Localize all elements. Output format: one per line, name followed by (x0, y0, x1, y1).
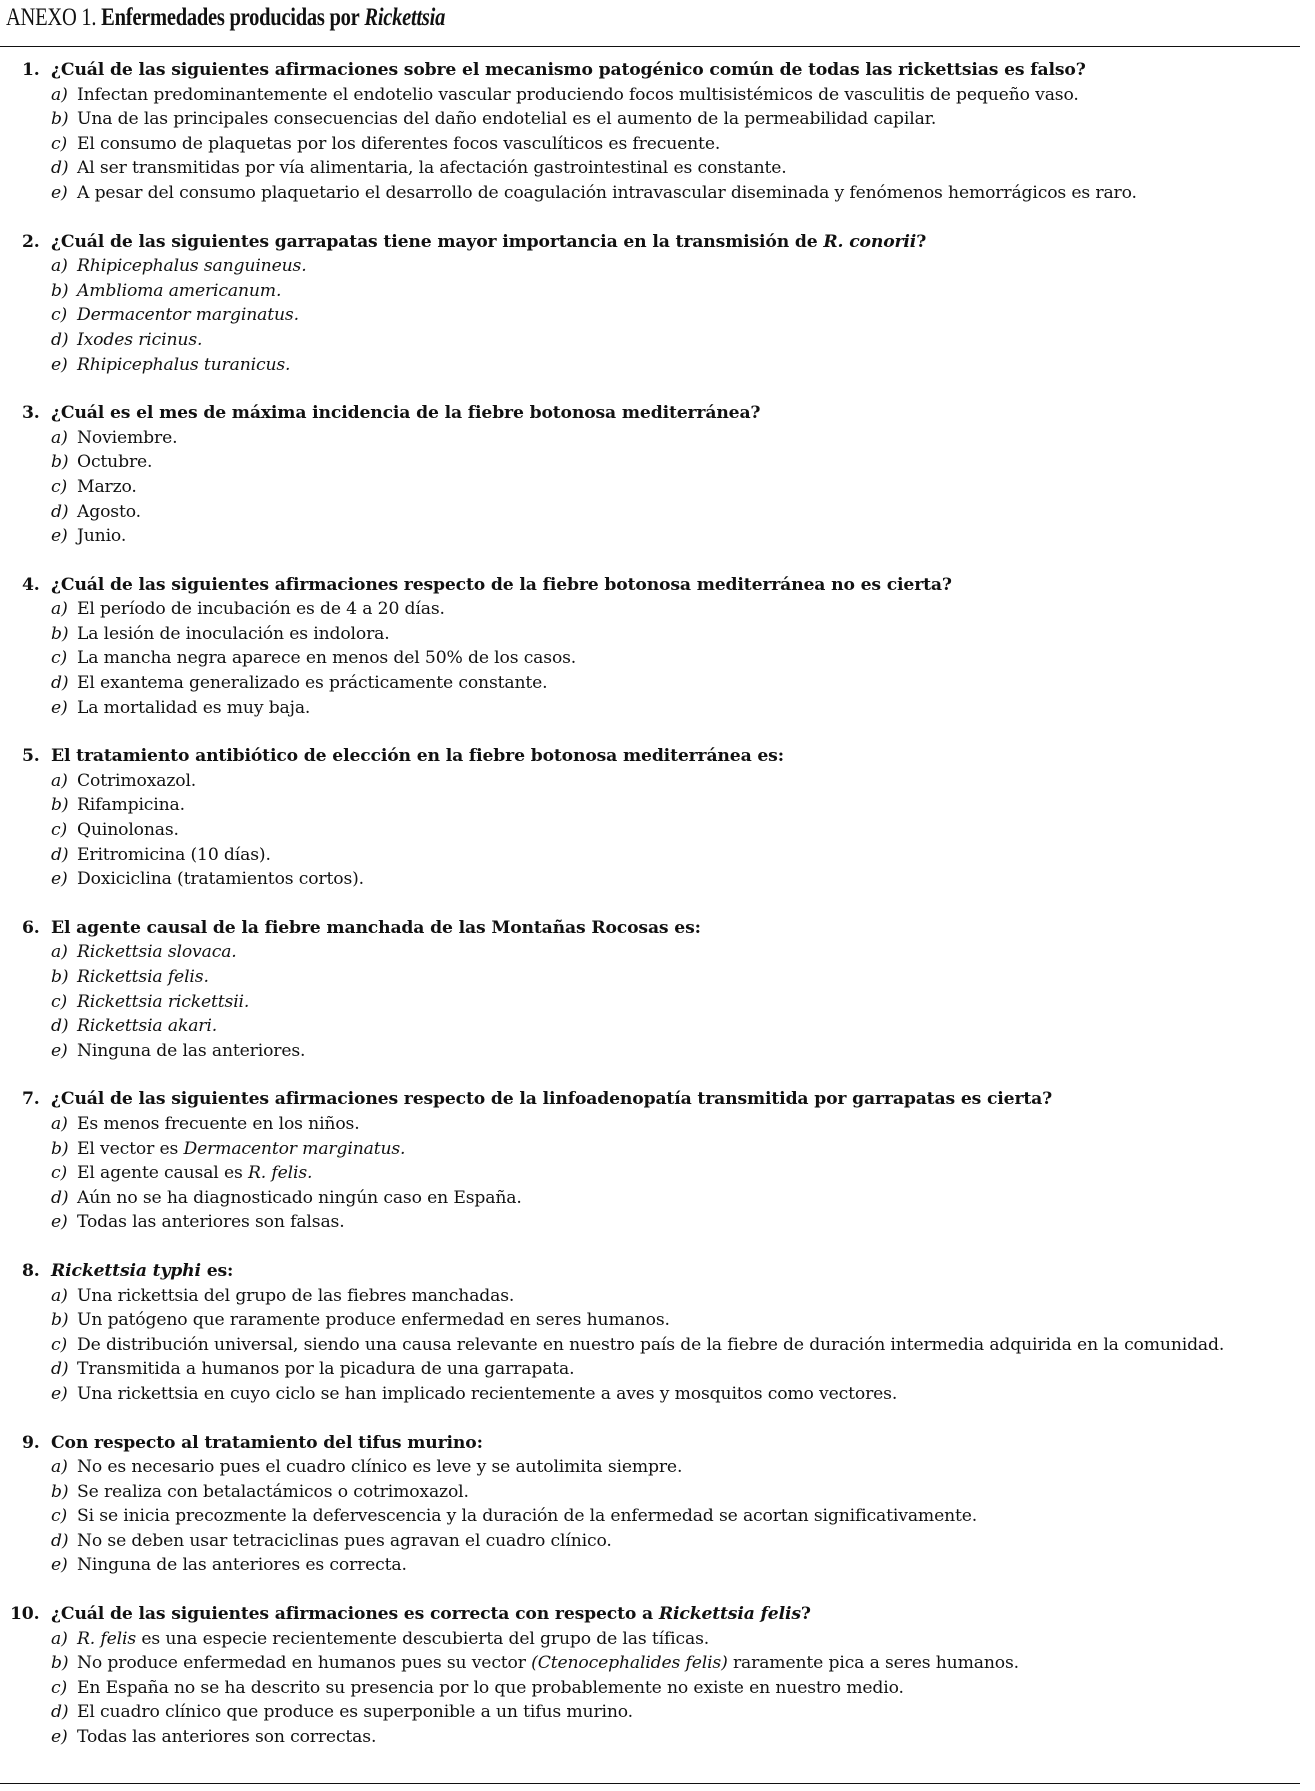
answer-option (0, 1186, 1300, 1211)
option-letter: a) (51, 427, 68, 448)
answer-option (0, 867, 1300, 892)
question-text (0, 58, 1300, 83)
italic-text: Rhipicephalus sanguineus. (77, 256, 307, 277)
question-text (0, 1259, 1300, 1284)
italic-text: Rickettsia typhi (51, 1260, 201, 1281)
answer-option (0, 1333, 1257, 1358)
page-title (6, 4, 445, 32)
answer-option (0, 671, 1300, 696)
option-letter: b) (51, 280, 69, 301)
answer-option (0, 622, 1300, 647)
question-text (0, 401, 1300, 426)
text-segment: ¿Cuál de las siguientes garrapatas tiene mayor importancia en la transmisión de (51, 231, 824, 252)
text-segment: Octubre. (77, 452, 153, 473)
title-text: Enfermedades producidas por (101, 4, 360, 31)
answer-option (0, 1161, 1300, 1186)
text-segment: ¿Cuál de las siguientes afirmaciones respecto de la fiebre botonosa mediterránea no es cierta? (51, 574, 952, 595)
question-text (0, 1431, 1300, 1456)
question-number: 4. (22, 574, 40, 595)
option-letter: d) (51, 158, 69, 179)
answer-option (0, 1210, 1300, 1235)
answer-option (0, 181, 1300, 206)
answer-option (0, 156, 1300, 181)
answer-option (0, 769, 1300, 794)
italic-text: Rickettsia felis (658, 1604, 801, 1625)
option-letter: b) (51, 967, 69, 987)
text-segment: A pesar del consumo plaquetario el desarrollo de coagulación intravascular diseminada y fenómenos hemorrágicos es raro. (77, 182, 1137, 203)
option-letter: d) (51, 1702, 69, 1723)
text-segment: Con respecto al tratamiento del tifus murino: (51, 1432, 483, 1453)
annex-label: ANEXO 1. (6, 4, 97, 31)
answer-option (0, 450, 1300, 475)
italic-text: R. conorii (823, 231, 917, 252)
question-number: 9. (22, 1432, 40, 1453)
answer-option (0, 303, 1300, 328)
question-6 (0, 916, 1300, 1064)
answer-option (0, 107, 1300, 132)
question-text (0, 230, 1300, 255)
option-letter: b) (51, 109, 69, 130)
option-letter: c) (51, 1163, 68, 1184)
option-letter: a) (51, 256, 68, 277)
text-segment: Transmitida a humanos por la picadura de una garrapata. (77, 1359, 575, 1380)
answer-option (0, 426, 1300, 451)
option-letter: c) (51, 820, 68, 841)
text-segment: Todas las anteriores son correctas. (77, 1727, 377, 1748)
option-letter: d) (51, 501, 69, 522)
option-letter: e) (51, 697, 68, 718)
answer-option (0, 1676, 1300, 1701)
question-9 (0, 1431, 1300, 1579)
text-segment: Aún no se ha diagnosticado ningún caso en España. (77, 1187, 522, 1208)
option-letter: c) (51, 476, 68, 497)
answer-option (0, 1651, 1300, 1676)
question-3 (0, 401, 1300, 549)
option-letter: d) (51, 329, 69, 350)
bottom-divider (0, 1783, 1300, 1784)
answer-option (0, 353, 1300, 378)
text-segment: Marzo. (77, 476, 137, 497)
question-number: 1. (22, 60, 40, 80)
answer-option (0, 1529, 1300, 1554)
option-letter: c) (51, 648, 68, 669)
italic-text: Dermacentor marginatus. (77, 305, 299, 326)
text-segment: ? (916, 231, 927, 252)
option-letter: b) (51, 623, 69, 644)
text-segment: Un patógeno que raramente produce enfermedad en seres humanos. (77, 1310, 670, 1331)
question-number: 2. (22, 231, 40, 252)
question-text (0, 1087, 1300, 1112)
italic-text: Amblioma americanum. (77, 280, 282, 301)
option-letter: b) (51, 1138, 69, 1159)
text-segment: No produce enfermedad en humanos pues su vector (77, 1653, 532, 1674)
option-letter: c) (51, 991, 68, 1012)
question-7 (0, 1087, 1300, 1235)
question-text (0, 573, 1300, 598)
option-letter: b) (51, 1310, 69, 1331)
answer-option (0, 1553, 1300, 1578)
text-segment: ¿Cuál de las siguientes afirmaciones es correcta con respecto a (51, 1604, 659, 1625)
answer-option (0, 1382, 1300, 1407)
answer-option (0, 990, 1300, 1015)
text-segment: ¿Cuál de las siguientes afirmaciones sobre el mecanismo patogénico común de todas las rickettsias es falso? (51, 60, 1086, 80)
text-segment: El consumo de plaquetas por los diferentes focos vasculíticos es frecuente. (77, 133, 721, 154)
option-letter: c) (51, 305, 68, 326)
text-segment: Es menos frecuente en los niños. (77, 1113, 360, 1134)
option-letter: a) (51, 942, 68, 963)
italic-text: Rickettsia slovaca. (77, 942, 237, 963)
answer-option (0, 132, 1300, 157)
text-segment: La lesión de inoculación es indolora. (77, 623, 390, 644)
question-number: 6. (22, 917, 40, 938)
option-letter: c) (51, 133, 68, 154)
text-segment: Una de las principales consecuencias del daño endotelial es el aumento de la permeabilidad capilar. (77, 109, 937, 130)
text-segment: El vector es (77, 1138, 184, 1159)
question-text (0, 916, 1300, 941)
text-segment: Rifampicina. (77, 795, 185, 816)
option-letter: d) (51, 844, 69, 865)
text-segment: Quinolonas. (77, 820, 179, 841)
italic-text: Rickettsia felis. (77, 967, 209, 987)
question-1 (0, 58, 1300, 206)
option-letter: b) (51, 1653, 69, 1674)
option-letter: b) (51, 795, 69, 816)
text-segment: Se realiza con betalactámicos o cotrimoxazol. (77, 1481, 469, 1502)
answer-option (0, 1455, 1300, 1480)
answer-option (0, 965, 1300, 990)
question-4 (0, 573, 1300, 721)
question-list (0, 58, 1300, 1774)
text-segment: Agosto. (77, 501, 141, 522)
text-segment: Cotrimoxazol. (77, 770, 197, 791)
text-segment: Eritromicina (10 días). (77, 844, 271, 865)
option-letter: d) (51, 1187, 69, 1208)
text-segment: El agente causal es (77, 1163, 248, 1184)
question-2 (0, 230, 1300, 378)
answer-option (0, 597, 1300, 622)
option-letter: d) (51, 673, 69, 694)
text-segment: El agente causal de la fiebre manchada de las Montañas Rocosas es: (51, 917, 701, 938)
answer-option (0, 500, 1300, 525)
text-segment: Noviembre. (77, 427, 178, 448)
answer-option (0, 818, 1300, 843)
option-letter: e) (51, 1212, 68, 1233)
question-10 (0, 1602, 1300, 1750)
text-segment: es una especie recientemente descubierta del grupo de las tíficas. (136, 1628, 710, 1649)
answer-option (0, 279, 1300, 304)
italic-text: R. felis. (247, 1163, 313, 1184)
answer-option (0, 1308, 1300, 1333)
text-segment: Al ser transmitidas por vía alimentaria, la afectación gastrointestinal es constante. (77, 158, 787, 179)
question-number: 7. (22, 1089, 40, 1110)
italic-text: Ixodes ricinus. (77, 329, 203, 350)
option-letter: a) (51, 84, 68, 105)
text-segment: La mortalidad es muy baja. (77, 697, 311, 718)
text-segment: No se deben usar tetraciclinas pues agravan el cuadro clínico. (77, 1530, 612, 1551)
option-letter: a) (51, 770, 68, 791)
answer-option (0, 1725, 1300, 1750)
answer-option (0, 328, 1300, 353)
answer-option (0, 83, 1300, 108)
option-letter: e) (51, 1555, 68, 1576)
question-number: 10. (10, 1604, 40, 1625)
option-letter: e) (51, 354, 68, 375)
option-letter: e) (51, 1727, 68, 1748)
answer-option (0, 1039, 1300, 1064)
text-segment: es: (200, 1260, 234, 1281)
text-segment: Ninguna de las anteriores es correcta. (77, 1555, 407, 1576)
answer-option (0, 1700, 1300, 1725)
text-segment: ? (800, 1604, 811, 1625)
text-segment: De distribución universal, siendo una causa relevante en nuestro país de la fiebre de duración intermedia adquirida en la comunidad. (77, 1334, 1225, 1355)
option-letter: a) (51, 1628, 68, 1649)
option-letter: e) (51, 1383, 68, 1404)
option-letter: d) (51, 1359, 69, 1380)
answer-option (0, 1480, 1300, 1505)
answer-option (0, 475, 1300, 500)
text-segment: En España no se ha descrito su presencia por lo que probablemente no existe en nuestro medio. (77, 1677, 904, 1698)
question-text (0, 744, 1300, 769)
option-letter: b) (51, 452, 69, 473)
answer-option (0, 1284, 1300, 1309)
text-segment: Si se inicia precozmente la defervescencia y la duración de la enfermedad se acortan significativamente. (77, 1506, 978, 1527)
option-letter: c) (51, 1334, 68, 1355)
text-segment: No es necesario pues el cuadro clínico es leve y se autolimita siempre. (77, 1457, 683, 1478)
text-segment: El tratamiento antibiótico de elección en la fiebre botonosa mediterránea es: (51, 746, 784, 767)
text-segment: Ninguna de las anteriores. (77, 1040, 306, 1061)
text-segment: Una rickettsia en cuyo ciclo se han implicado recientemente a aves y mosquitos como vectores. (77, 1383, 898, 1404)
text-segment: raramente pica a seres humanos. (727, 1653, 1019, 1674)
answer-option (0, 646, 1300, 671)
option-letter: e) (51, 869, 68, 890)
option-letter: e) (51, 526, 68, 547)
answer-option (0, 254, 1300, 279)
answer-option (0, 1627, 1300, 1652)
italic-text: R. felis (77, 1628, 137, 1649)
option-letter: c) (51, 1506, 68, 1527)
italic-text: Dermacentor marginatus. (183, 1138, 406, 1159)
option-letter: c) (51, 1677, 68, 1698)
italic-text: Rickettsia akari. (77, 1016, 218, 1037)
text-segment: La mancha negra aparece en menos del 50% de los casos. (77, 648, 577, 669)
answer-option (0, 524, 1300, 549)
option-letter: a) (51, 1285, 68, 1306)
question-5 (0, 744, 1300, 892)
answer-option (0, 696, 1300, 721)
option-letter: a) (51, 599, 68, 620)
answer-option (0, 843, 1300, 868)
question-number: 3. (22, 403, 40, 424)
option-letter: d) (51, 1530, 69, 1551)
answer-option (0, 940, 1300, 965)
question-text (0, 1602, 1300, 1627)
italic-text: Rhipicephalus turanicus. (77, 354, 291, 375)
question-8 (0, 1259, 1300, 1407)
title-italic: Rickettsia (364, 4, 446, 31)
option-letter: a) (51, 1113, 68, 1134)
answer-option (0, 1112, 1300, 1137)
text-segment: ¿Cuál es el mes de máxima incidencia de la fiebre botonosa mediterránea? (51, 403, 761, 424)
option-letter: e) (51, 182, 68, 203)
text-segment: El cuadro clínico que produce es superponible a un tifus murino. (77, 1702, 633, 1723)
question-number: 5. (22, 746, 40, 767)
italic-text: (Ctenocephalides felis) (531, 1653, 728, 1674)
option-letter: a) (51, 1457, 68, 1478)
top-divider (0, 46, 1300, 47)
answer-option (0, 1137, 1300, 1162)
text-segment: ¿Cuál de las siguientes afirmaciones respecto de la linfoadenopatía transmitida por garrapatas es cierta? (51, 1089, 1053, 1110)
answer-option (0, 1014, 1300, 1039)
text-segment: Una rickettsia del grupo de las fiebres manchadas. (77, 1285, 515, 1306)
text-segment: El período de incubación es de 4 a 20 días. (77, 599, 445, 620)
text-segment: Infectan predominantemente el endotelio vascular produciendo focos multisistémicos de vasculitis de pequeño vaso. (77, 84, 1079, 105)
text-segment: Junio. (77, 526, 127, 547)
option-letter: e) (51, 1040, 68, 1061)
italic-text: Rickettsia rickettsii. (77, 991, 250, 1012)
text-segment: Todas las anteriores son falsas. (77, 1212, 345, 1233)
option-letter: d) (51, 1016, 69, 1037)
answer-option (0, 793, 1300, 818)
text-segment: El exantema generalizado es prácticamente constante. (77, 673, 548, 694)
answer-option (0, 1357, 1300, 1382)
question-number: 8. (22, 1260, 40, 1281)
answer-option (0, 1504, 1300, 1529)
option-letter: b) (51, 1481, 69, 1502)
text-segment: Doxiciclina (tratamientos cortos). (77, 869, 364, 890)
